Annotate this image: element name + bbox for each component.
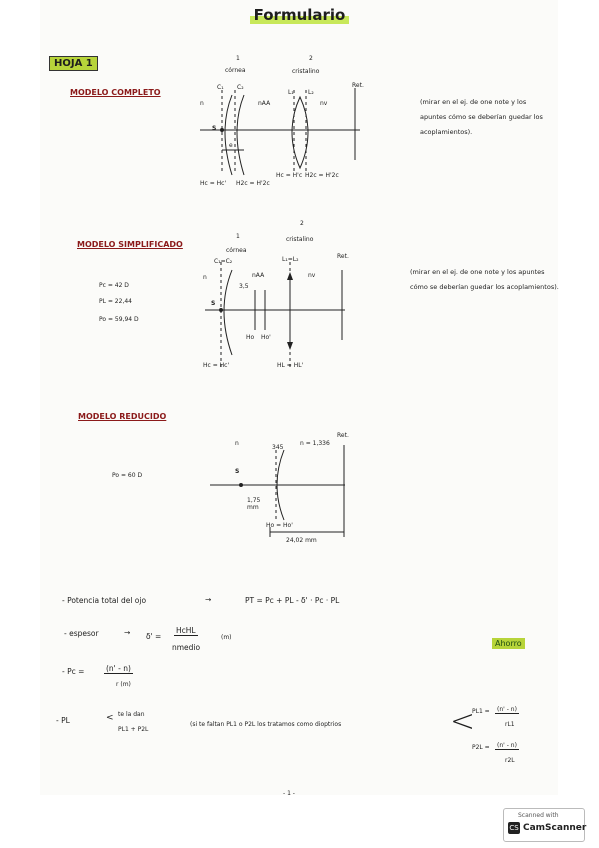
- formula-pl-lhs: - PL: [56, 716, 70, 725]
- formula-espesor-den: nmedio: [172, 643, 201, 652]
- label-cornea-simp: córnea: [226, 247, 247, 254]
- note-simplified: (mirar en el ej. de one note y los apuntes cómo se deberían guedar los acoplamientos).: [410, 268, 559, 291]
- label-nv-simp: nv: [308, 272, 316, 279]
- formula-pc-den: r (m): [116, 681, 131, 688]
- label-l1l2: L₁=L₂: [282, 256, 299, 263]
- label-nv: nv: [320, 100, 328, 107]
- formula-potencia: PT = Pc + PL - δ' · Pc · PL: [245, 596, 340, 605]
- formula-pc-num: (n' - n): [106, 664, 131, 673]
- label-ho: Ho: [246, 334, 255, 341]
- heading-modelo-simplificado: MODELO SIMPLIFICADO: [77, 240, 183, 249]
- bracket-icon: <: [450, 704, 476, 739]
- label-nval: n = 1,336: [300, 440, 330, 447]
- page-title: Formulario: [0, 6, 599, 24]
- label-ret: Ret.: [352, 82, 364, 89]
- label-n: n: [200, 100, 204, 107]
- watermark-line1: Scanned with: [518, 812, 559, 819]
- formula-espesor-label: - espesor: [64, 629, 99, 638]
- note-complete: (mirar en el ej. de one note y los apuntes cómo se deberían guedar los acoplamientos).: [420, 98, 543, 136]
- label-ret-red: Ret.: [337, 432, 349, 439]
- label-cristalino: cristalino: [292, 68, 320, 75]
- label-35: 3,5: [239, 283, 249, 290]
- heading-modelo-completo: MODELO COMPLETO: [70, 88, 161, 97]
- label-ret-simp: Ret.: [337, 253, 349, 260]
- label-2-simp: 2: [300, 220, 304, 227]
- formula-espesor-num: HcHL: [176, 626, 196, 635]
- formula-pl-note: (si te faltan PL1 o P2L los tratamos como dioptrios: [190, 721, 342, 728]
- label-dist: 1,75 mm: [247, 497, 261, 511]
- label-s-red: S: [235, 468, 240, 475]
- value-po-red: Po = 60 D: [112, 472, 143, 479]
- label-ho-red: Ho = Ho': [266, 522, 293, 529]
- formula-espesor-unit: (m): [221, 634, 232, 641]
- label-l1: L₁: [288, 89, 294, 96]
- label-naa-simp: nAA: [252, 272, 265, 279]
- label-l2: L₂: [308, 89, 314, 96]
- label-s: S: [212, 125, 217, 132]
- label-hl: HL = HL': [277, 362, 304, 369]
- formula-pl-top: te la dan: [118, 711, 145, 718]
- label-c1c2: C₁=C₂: [214, 258, 233, 265]
- formula-espesor-lhs: δ' =: [146, 632, 162, 641]
- label-1-simp: 1: [236, 233, 240, 240]
- label-1: 1: [236, 55, 240, 62]
- camscanner-watermark: [503, 808, 585, 842]
- formula-pl1-lhs: PL1 =: [472, 708, 490, 715]
- label-n-red: n: [235, 440, 239, 447]
- label-h4: H2c = H'2c: [305, 172, 339, 179]
- label-h3: Hc = H'c: [276, 172, 303, 179]
- label-e: e: [229, 142, 233, 149]
- value-pl: PL ≃ 22,44: [99, 298, 132, 305]
- heading-modelo-reducido: MODELO REDUCIDO: [78, 412, 167, 421]
- label-c2: C₂: [237, 84, 244, 91]
- formula-pl-bottom: PL1 + P2L: [118, 726, 149, 733]
- formula-p2l-lhs: P2L =: [472, 744, 490, 751]
- formula-pl1-num: (n' - n): [497, 706, 517, 713]
- formula-p2l-num: (n' - n): [497, 742, 517, 749]
- label-s-simp: S: [211, 300, 216, 307]
- arrow-icon: →: [124, 628, 131, 637]
- formula-pc-lhs: - Pc =: [62, 667, 85, 676]
- label-c1: C₁: [217, 84, 224, 91]
- label-n-simp: n: [203, 274, 207, 281]
- label-hc: Hc = Hc': [203, 362, 230, 369]
- formula-potencia-label: - Potencia total del ojo: [62, 596, 147, 605]
- label-length: 24,02 mm: [286, 537, 317, 544]
- watermark-line2: CamScanner: [523, 823, 587, 833]
- bracket-icon: <: [106, 713, 114, 723]
- label-naa: nAA: [258, 100, 271, 107]
- label-h2: H2c = H'2c: [236, 180, 270, 187]
- value-po: Po = 59,94 D: [99, 316, 139, 323]
- label-h1: Hc = Hc': [200, 180, 227, 187]
- green-tag: Ahorro: [492, 638, 525, 649]
- value-pc: Pc = 42 D: [99, 282, 129, 289]
- sheet-label: HOJA 1: [49, 56, 98, 71]
- formula-p2l-den: r2L: [505, 757, 515, 764]
- camscanner-logo-icon: CS: [509, 824, 519, 832]
- label-345: 345: [272, 444, 284, 451]
- arrow-icon: →: [205, 595, 212, 604]
- label-ho2: Ho': [261, 334, 271, 341]
- formula-pl1-den: rL1: [505, 721, 515, 728]
- page-number: - 1 -: [283, 790, 295, 797]
- label-cornea: córnea: [225, 67, 246, 74]
- label-cristalino-simp: cristalino: [286, 236, 314, 243]
- label-2: 2: [309, 55, 313, 62]
